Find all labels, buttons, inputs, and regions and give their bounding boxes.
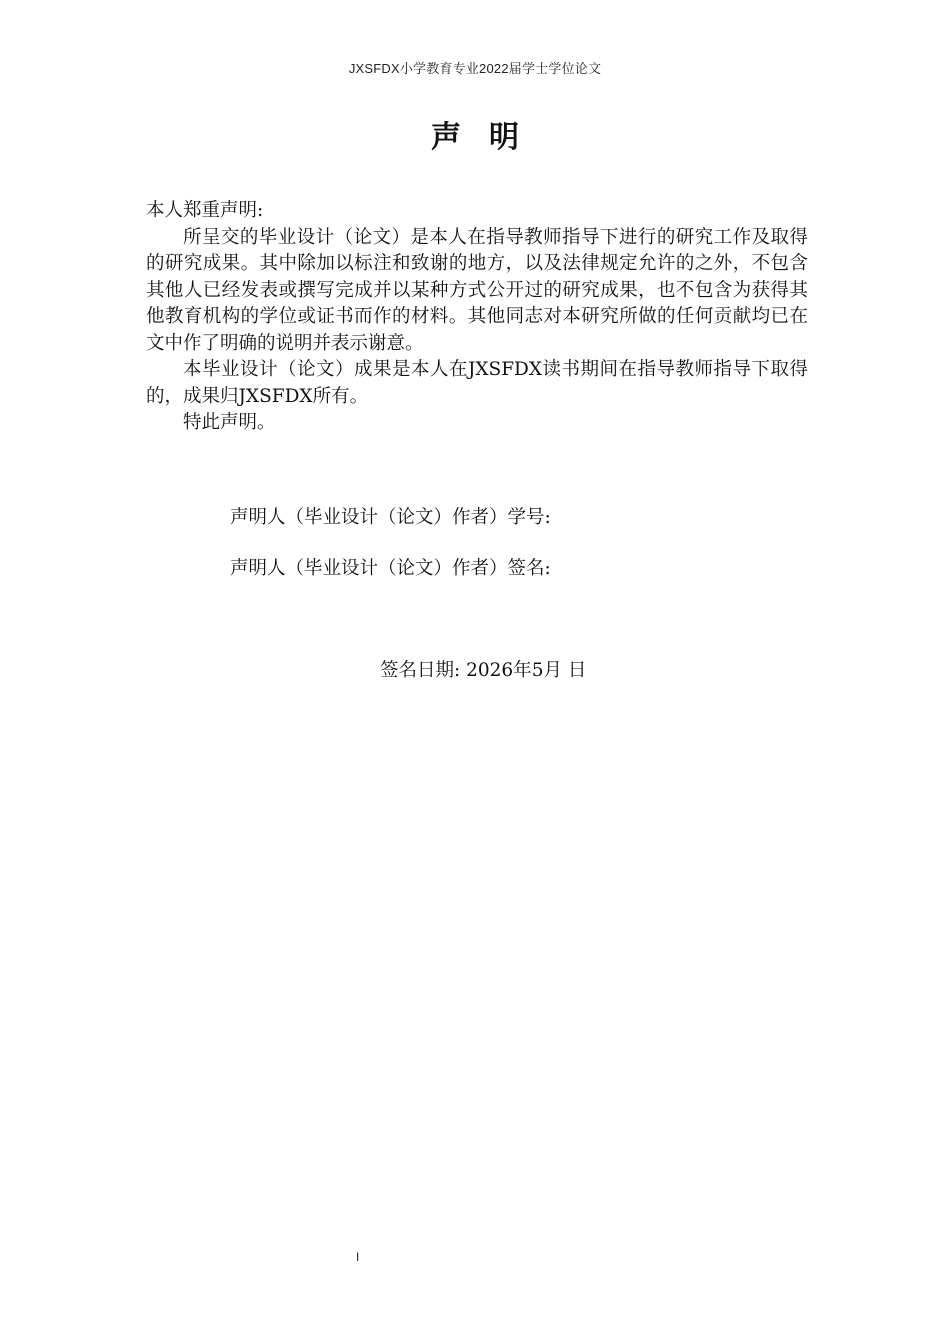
declaration-paragraph-1: 所呈交的毕业设计（论文）是本人在指导教师指导下进行的研究工作及取得的研究成果。其中除加以标注和致谢的地方，以及法律规定允许的之外，不包含其他人已经发表或撰写完成并以某种方式公开过的研究成果，也不包含为获得其他教育机构的学位或证书而作的材料。其他同志对本研究所做的任何贡献均已在文中作了明确的说明并表示谢意。 bbox=[146, 226, 808, 354]
declaration-opening: 本人郑重声明: bbox=[146, 200, 264, 221]
declaration-closing: 特此声明。 bbox=[183, 412, 276, 433]
declaration-body bbox=[146, 198, 808, 437]
signature-date-line: 签名日期: 2026年5月 日 bbox=[380, 660, 587, 681]
student-id-line: 声明人（毕业设计（论文）作者）学号: bbox=[230, 507, 551, 528]
page-number: I bbox=[356, 1250, 360, 1264]
running-header: JXSFDX小学教育专业2022届学士学位论文 bbox=[348, 61, 602, 76]
declaration-paragraph-2: 本毕业设计（论文）成果是本人在JXSFDX读书期间在指导教师指导下取得的，成果归JXSFDX所有。 bbox=[146, 359, 808, 407]
declaration-title: 声明 bbox=[431, 120, 547, 155]
signature-line: 声明人（毕业设计（论文）作者）签名: bbox=[230, 558, 551, 579]
